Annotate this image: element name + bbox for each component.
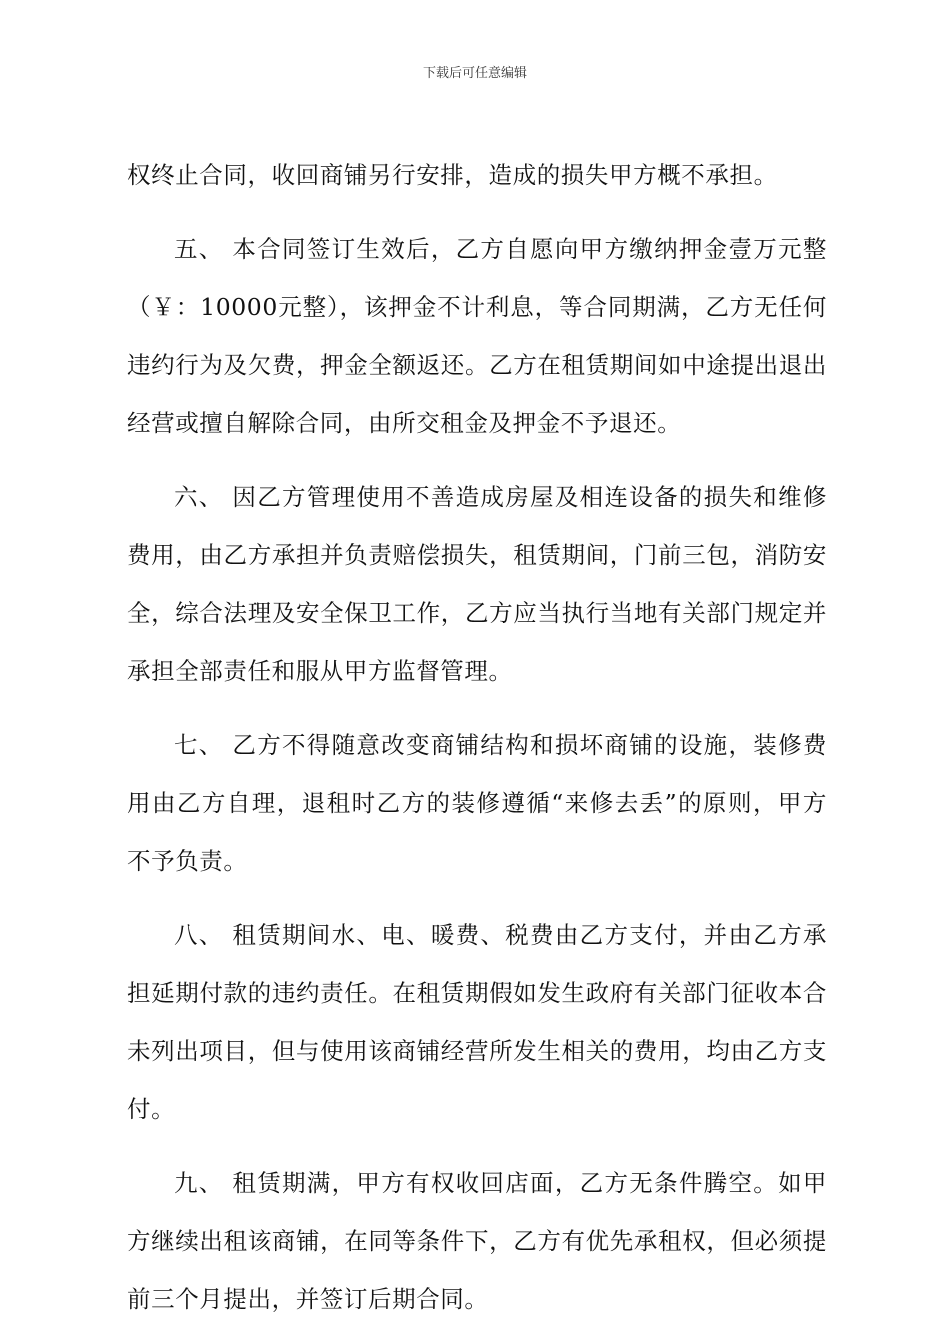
clause-5: 五、 本合同签订生效后，乙方自愿向甲方缴纳押金壹万元整（￥：10000元整），该押金不计利息，等合同期满，乙方无任何违约行为及欠费，押金全额返还。乙方在租赁期间如中途提出退出经营或擅自解除合同，由所交租金及押金不予退还。 [127, 235, 827, 437]
paragraph-continuation: 权终止合同，收回商铺另行安排，造成的损失甲方概不承担。 [127, 161, 778, 189]
clause-8: 八、 租赁期间水、电、暖费、税费由乙方支付，并由乙方承担延期付款的违约责任。在租赁期假如发生政府有关部门征收本合未列出项目，但与使用该商铺经营所发生相关的费用，均由乙方支付。 [127, 921, 827, 1123]
clause-7: 七、 乙方不得随意改变商铺结构和损坏商铺的设施，装修费用由乙方自理，退租时乙方的装修遵循“来修去丢”的原则，甲方不予负责。 [127, 731, 827, 875]
page-header: 下载后可任意编辑 [422, 66, 527, 81]
clause-9: 九、 租赁期满，甲方有权收回店面，乙方无条件腾空。如甲方继续出租该商铺，在同等条件下，乙方有优先承租权，但必须提前三个月提出，并签订后期合同。 [127, 1169, 827, 1313]
clause-6: 六、 因乙方管理使用不善造成房屋及相连设备的损失和维修费用，由乙方承担并负责赔偿损失，租赁期间，门前三包，消防安全，综合法理及安全保卫工作，乙方应当执行当地有关部门规定并承担全部责任和服从甲方监督管理。 [127, 483, 827, 685]
document-body [127, 146, 827, 1344]
